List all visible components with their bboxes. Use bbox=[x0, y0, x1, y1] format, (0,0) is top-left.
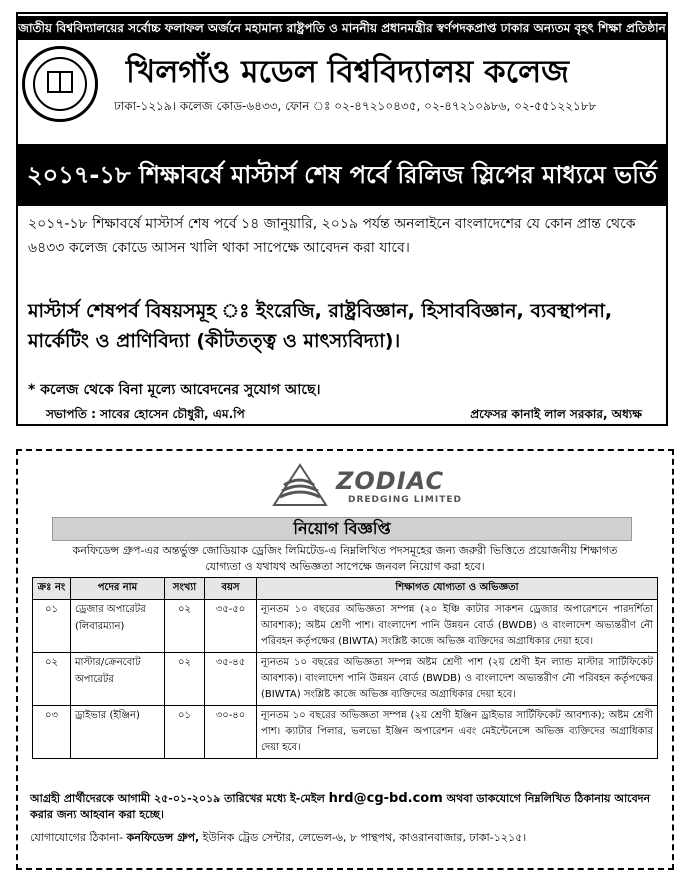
admission-banner: ২০১৭-১৮ শিক্ষাবর্ষে মাস্টার্স শেষ পর্বে রিলিজ স্লিপের মাধ্যমে ভর্তি bbox=[18, 144, 666, 206]
row-age: ৩৫-৫০ bbox=[205, 600, 257, 653]
row-count: ০২ bbox=[165, 653, 205, 706]
row-post: ড্রাইভার (ইঞ্জিন) bbox=[71, 706, 165, 759]
free-application-note: * কলেজ থেকে বিনা মূল্যে আবেদনের সুযোগ আছে। bbox=[28, 382, 321, 398]
row-post: মাস্টার/ক্রেনবোট অপারেটর bbox=[71, 653, 165, 706]
company-brand: ZODIAC bbox=[336, 467, 445, 495]
header-count: সংখ্যা bbox=[165, 578, 205, 600]
contact-address bbox=[30, 829, 660, 848]
row-requirement: ন্যূনতম ১০ বছরের অভিজ্ঞতা সম্পন্ন (২য় শ্রেণী ইঞ্জিন ড্রাইভার সার্টিফিকেট আবশ্যক); অষ্টম শ্রেণী পাশ। ক্যাটার পিলার, ভলভো ইঞ্জিন অপারেশন এবং মেইন্টেনেন্সে অভিজ্ঞ ব্যক্তিদের অগ্রাধিকার দেয়া হবে। bbox=[257, 706, 658, 759]
job-table bbox=[32, 577, 658, 759]
row-serial: ০২ bbox=[33, 653, 71, 706]
principal-signature: প্রফেসর কানাই লাল সরকার, অধ্যক্ষ bbox=[470, 407, 642, 421]
header-serial: ক্রঃ নং bbox=[33, 578, 71, 600]
college-contact: ঢাকা-১২১৯। কলেজ কোড-৬৪৩৩, ফোন ঃ ০২-৪৭২১০৪৩৫, ০২-৪৭২১০৯৮৬, ০২-৫৫১২২১৮৮ bbox=[114, 99, 597, 113]
row-serial: ০১ bbox=[33, 600, 71, 653]
row-count: ০২ bbox=[165, 600, 205, 653]
college-tagline: জাতীয় বিশ্ববিদ্যালয়ের সর্বোচ্চ ফলাফল অর্জনে মহামান্য রাষ্ট্রপতি ও মাননীয় প্রধানমন্ত্রীর স্বর্ণপদকপ্রাপ্ত ঢাকার অন্যতম বৃহৎ শিক্ষা প্রতিষ্ঠান bbox=[18, 16, 666, 40]
address-company: কনফিডেন্স গ্রুপ, bbox=[126, 831, 200, 844]
admission-paragraph: ২০১৭-১৮ শিক্ষাবর্ষে মাস্টার্স শেষ পর্বে ১৪ জানুয়ারি, ২০১৯ পর্যন্ত অনলাইনে বাংলাদেশের যে কোন প্রান্ত থেকে ৬৪৩৩ কলেজ কোডে আসন খালি থাকা সাপেক্ষে আবেদন করা যাবে। bbox=[28, 216, 636, 256]
company-brand-sub: DREDGING LIMITED bbox=[348, 495, 462, 505]
address-label: যোগাযোগের ঠিকানা- bbox=[30, 831, 124, 844]
table-row bbox=[33, 600, 658, 653]
header-post: পদের নাম bbox=[71, 578, 165, 600]
row-count: ০১ bbox=[165, 706, 205, 759]
application-instructions bbox=[30, 791, 660, 823]
subjects-list: মাস্টার্স শেষপর্ব বিষয়সমূহ ঃ ইংরেজি, রাষ্ট্রবিজ্ঞান, হিসাববিজ্ঞান, ব্যবস্থাপনা, মার্কেটিং ও প্রাণিবিদ্যা (কীটতত্ত্ব ও মাৎস্যবিদ্যা)। bbox=[28, 300, 613, 352]
college-advertisement bbox=[16, 12, 668, 426]
college-name: খিলগাঁও মডেল বিশ্ববিদ্যালয় কলেজ bbox=[126, 54, 569, 90]
table-row bbox=[33, 653, 658, 706]
zodiac-logo-icon bbox=[270, 461, 330, 511]
email-link[interactable]: hrd@cg-bd.com bbox=[328, 791, 443, 806]
notice-title: নিয়োগ বিজ্ঞপ্তি bbox=[52, 517, 632, 541]
row-requirement: ন্যূনতম ১০ বছরের অভিজ্ঞতা সম্পন্ন অষ্টম শ্রেণী পাশ (২য় শ্রেণী ইন ল্যান্ড মাস্টার সার্টিফিকেট আবশ্যক)। বাংলাদেশ পানি উন্নয়ন বোর্ড (BWDB) ও বাংলাদেশ অভ্যন্তরীণ নৌ পরিবহন কর্তৃপক্ষের (BIWTA) সংশ্লিষ্ট কাজে অভিজ্ঞ ব্যক্তিদের অগ্রাধিকার দেয়া হবে। bbox=[257, 653, 658, 706]
apply-text-after: অথবা ডাকযোগে নিম্নলিখিত ঠিকানায় আবেদন করার জন্য আহবান করা হচ্ছে। bbox=[30, 792, 651, 821]
job-notice-advertisement bbox=[16, 449, 674, 870]
row-age: ৩৫-৪৫ bbox=[205, 653, 257, 706]
notice-intro: কনফিডেন্স গ্রুপ-এর অন্তর্ভুক্ত জোডিয়াক ড্রেজিং লিমিটেড-এ নিম্নলিখিত পদসমূহের জন্য জরুরী ভিত্তিতে প্রয়োজনীয় শিক্ষাগত যোগ্যতা ও যথাযথ অভিজ্ঞতা সাপেক্ষে জনবল নিয়োগ করা হবে। bbox=[72, 544, 618, 573]
row-age: ৩০-৪০ bbox=[205, 706, 257, 759]
header-requirement: শিক্ষাগত যোগ্যতা ও অভিজ্ঞতা bbox=[257, 578, 658, 600]
row-serial: ০৩ bbox=[33, 706, 71, 759]
row-post: ড্রেজার অপারেটর (লিবারম্যান) bbox=[71, 600, 165, 653]
row-requirement: ন্যূনতম ১০ বছরের অভিজ্ঞতা সম্পন্ন (২০ ইঞ্চি কাটার সাকশন ড্রেজার অপারেশনে পারদর্শিতা আবশ্যক); অষ্টম শ্রেণী পাশ। বাংলাদেশ পানি উন্নয়ন বোর্ড (BWDB) ও বাংলাদেশ অভ্যন্তরীণ নৌ পরিবহন কর্তৃপক্ষের (BIWTA) সংশ্লিষ্ট কাজে অভিজ্ঞ ব্যক্তিদের অগ্রাধিকার দেয়া হবে। bbox=[257, 600, 658, 653]
table-row bbox=[33, 706, 658, 759]
apply-text-before: আগ্রহী প্রার্থীদেরকে আগামী ২৫-০১-২০১৯ তারিখের মধ্যে ই-মেইল bbox=[30, 792, 325, 805]
address-rest: ইউনিক ট্রেড সেন্টার, লেভেল-৬, ৮ পান্থপথ, কাওরানবাজার, ঢাকা-১২১৫। bbox=[202, 831, 527, 844]
logo-book-icon bbox=[47, 71, 73, 93]
chairman-signature: সভাপতি : সাবের হোসেন চৌধুরী, এম.পি bbox=[46, 407, 245, 421]
table-header-row bbox=[33, 578, 658, 600]
college-logo-icon bbox=[22, 46, 98, 122]
header-age: বয়স bbox=[205, 578, 257, 600]
